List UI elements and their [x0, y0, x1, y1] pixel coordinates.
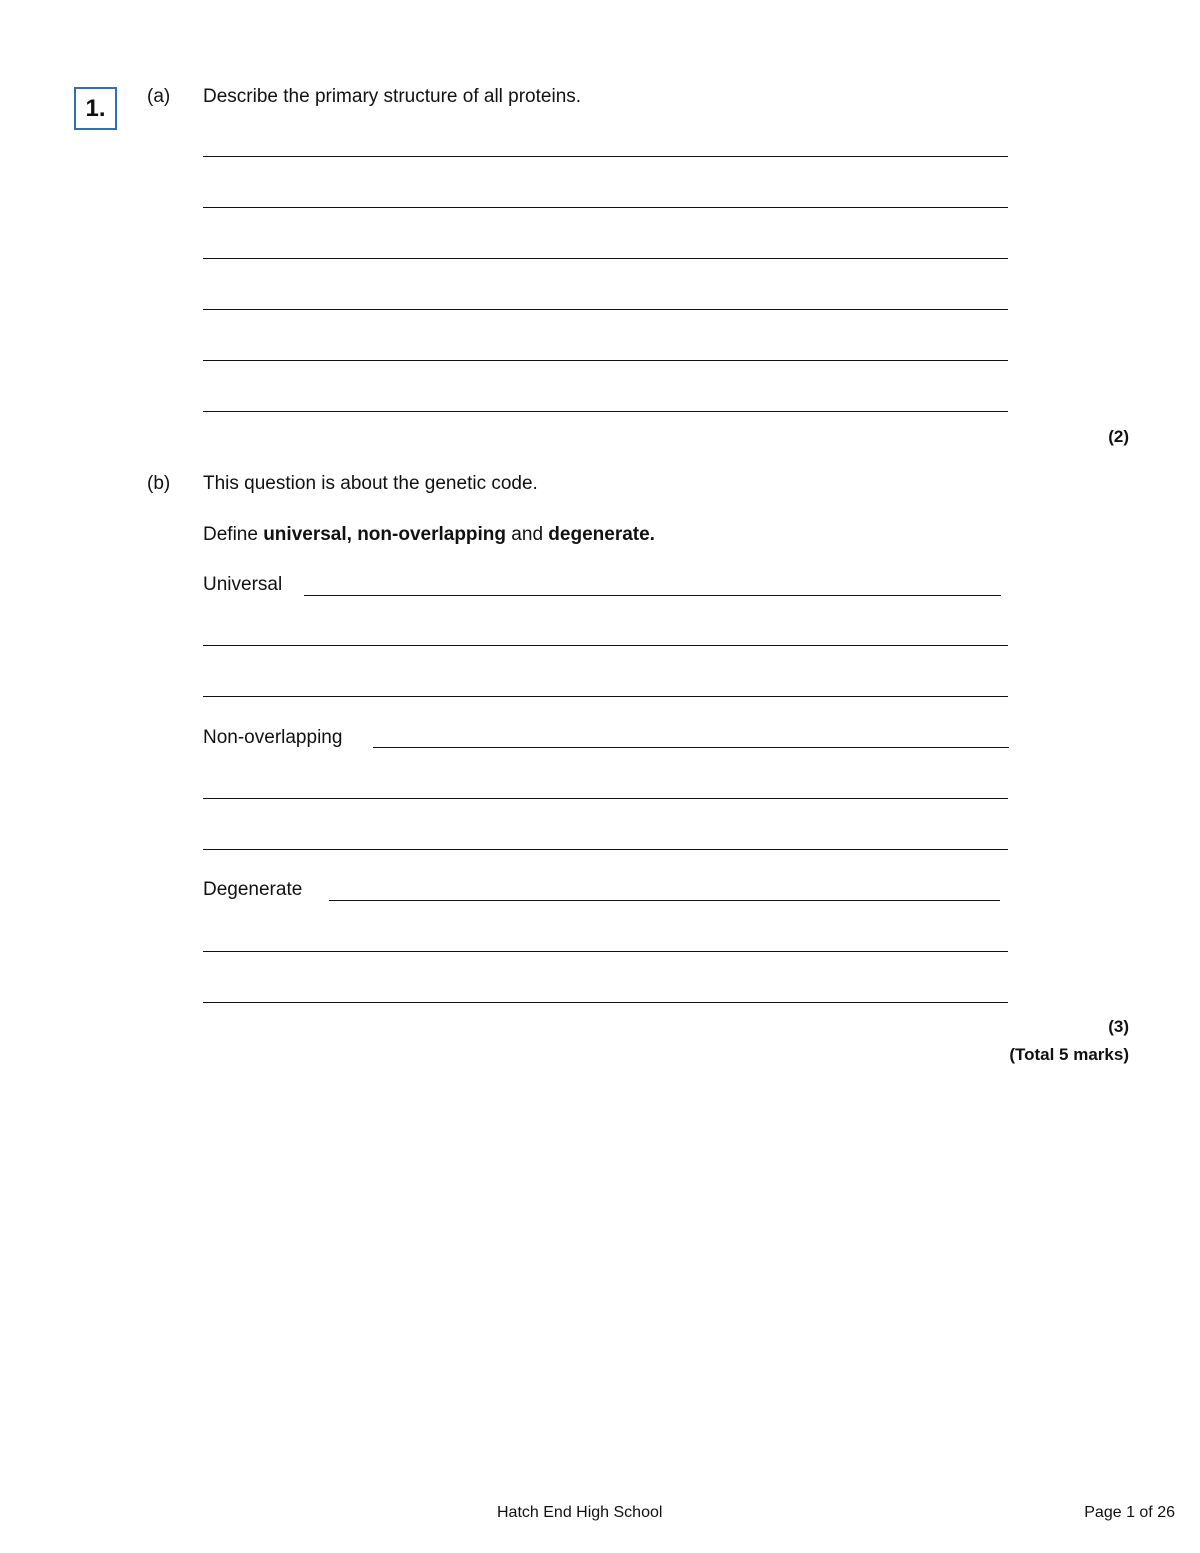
- non-overlapping-answer-line[interactable]: [373, 747, 1009, 748]
- question-number: 1.: [74, 87, 117, 130]
- answer-line[interactable]: [203, 849, 1008, 850]
- define-term-1: universal, non-overlapping: [263, 524, 507, 545]
- part-b-intro: This question is about the genetic code.: [203, 473, 538, 494]
- answer-line[interactable]: [203, 207, 1008, 208]
- universal-label: Universal: [203, 574, 283, 595]
- answer-line[interactable]: [203, 798, 1008, 799]
- answer-line[interactable]: [203, 258, 1008, 259]
- define-and: and: [506, 524, 549, 545]
- answer-line[interactable]: [203, 156, 1008, 157]
- define-prefix: Define: [203, 524, 264, 545]
- degenerate-answer-line[interactable]: [329, 900, 1000, 901]
- degenerate-label: Degenerate: [203, 879, 303, 900]
- answer-line[interactable]: [203, 309, 1008, 310]
- answer-line[interactable]: [203, 696, 1008, 697]
- part-a-marks: (2): [1108, 427, 1129, 446]
- define-instruction: [203, 524, 655, 546]
- part-a-prompt: Describe the primary structure of all proteins.: [203, 86, 582, 107]
- part-a-label: (a): [147, 86, 171, 107]
- define-term-2: degenerate.: [548, 524, 655, 545]
- part-b-marks: (3): [1108, 1017, 1129, 1036]
- part-b-label: (b): [147, 473, 171, 494]
- universal-answer-line[interactable]: [304, 595, 1001, 596]
- answer-line[interactable]: [203, 951, 1008, 952]
- non-overlapping-label: Non-overlapping: [203, 727, 343, 748]
- answer-line[interactable]: [203, 411, 1008, 412]
- footer-school: Hatch End High School: [497, 1504, 663, 1521]
- footer-page-number: Page 1 of 26: [1084, 1504, 1175, 1521]
- answer-line[interactable]: [203, 1002, 1008, 1003]
- answer-line[interactable]: [203, 360, 1008, 361]
- total-marks: (Total 5 marks): [1009, 1045, 1129, 1064]
- answer-line[interactable]: [203, 645, 1008, 646]
